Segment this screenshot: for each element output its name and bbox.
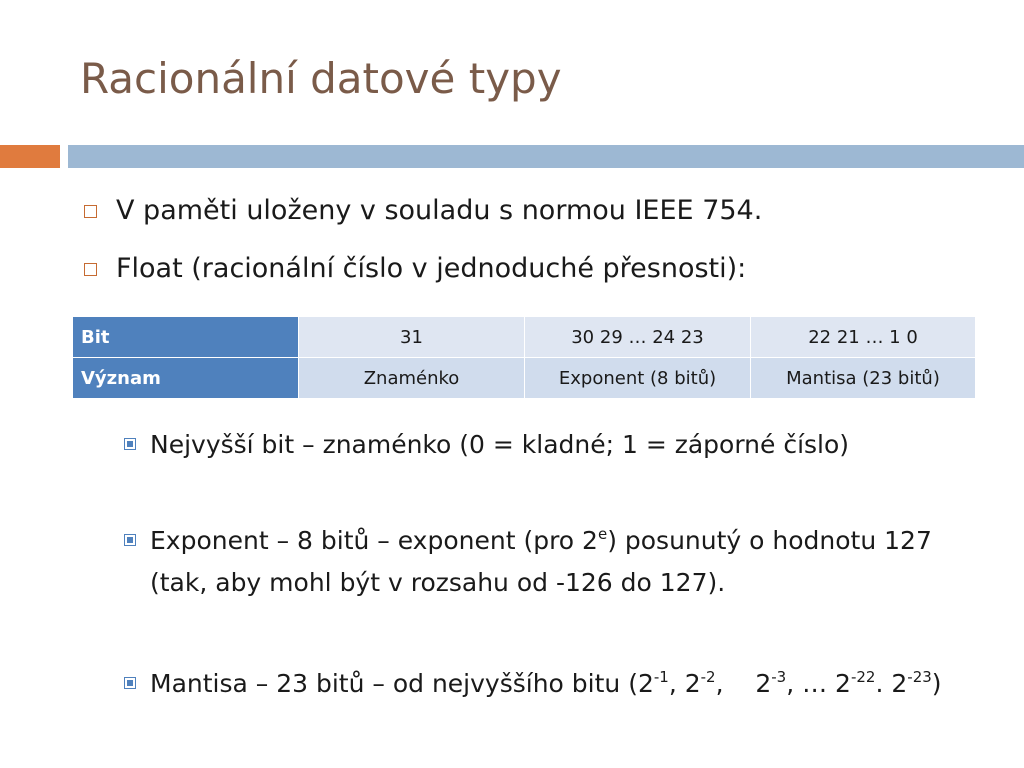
- superscript: -3: [771, 668, 787, 686]
- sub-bullet-text: Exponent – 8 bitů – exponent (pro 2e) posunutý o hodnotu 127 (tak, aby mohl být v rozsahu od -126 do 127).: [150, 525, 932, 597]
- table-cell: Znaménko: [299, 358, 525, 399]
- superscript: -23: [907, 668, 932, 686]
- bullet-text: V paměti uloženy v souladu s normou IEEE 754.: [116, 195, 763, 226]
- float-bit-table: [72, 316, 976, 399]
- superscript: e: [597, 525, 608, 543]
- superscript: -1: [653, 668, 669, 686]
- bullet-ieee: [80, 191, 980, 231]
- table-row: [73, 358, 976, 399]
- sub-bullet-text: Mantisa – 23 bitů – od nejvyššího bitu ($2^{-1}$, $2^{-2}$, $2^{-3}$, … $2^{-22}$. $2^{-23}$): [150, 668, 942, 698]
- title-divider-bar: [68, 145, 1024, 168]
- square-bullet-icon: [84, 205, 97, 218]
- table-row: [73, 317, 976, 358]
- superscript: -22: [850, 668, 876, 686]
- slide-title: Racionální datové typy: [80, 54, 562, 103]
- table-cell: 22 21 … 1 0: [751, 317, 976, 358]
- row-header-bit: Bit: [73, 317, 299, 358]
- bullet-text: Float (racionální číslo v jednoduché přesnosti):: [116, 253, 747, 284]
- table-cell: 31: [299, 317, 525, 358]
- sub-bullet-text: Nejvyšší bit – znaménko (0 = kladné; 1 = záporné číslo): [150, 430, 850, 459]
- sub-bullet-exponent: [122, 520, 982, 604]
- square-bullet-icon: [84, 263, 97, 276]
- filled-square-bullet-icon: [124, 677, 136, 689]
- sub-bullet-mantissa: [122, 663, 982, 705]
- filled-square-bullet-icon: [124, 438, 136, 450]
- table-cell: Exponent (8 bitů): [525, 358, 751, 399]
- table-cell: Mantisa (23 bitů): [751, 358, 976, 399]
- row-header-meaning: Význam: [73, 358, 299, 399]
- title-accent-bar: [0, 145, 60, 168]
- superscript: -2: [700, 668, 716, 686]
- filled-square-bullet-icon: [124, 534, 136, 546]
- sub-bullet-sign: [122, 424, 982, 466]
- table-cell: 30 29 … 24 23: [525, 317, 751, 358]
- bullet-float: [80, 249, 980, 289]
